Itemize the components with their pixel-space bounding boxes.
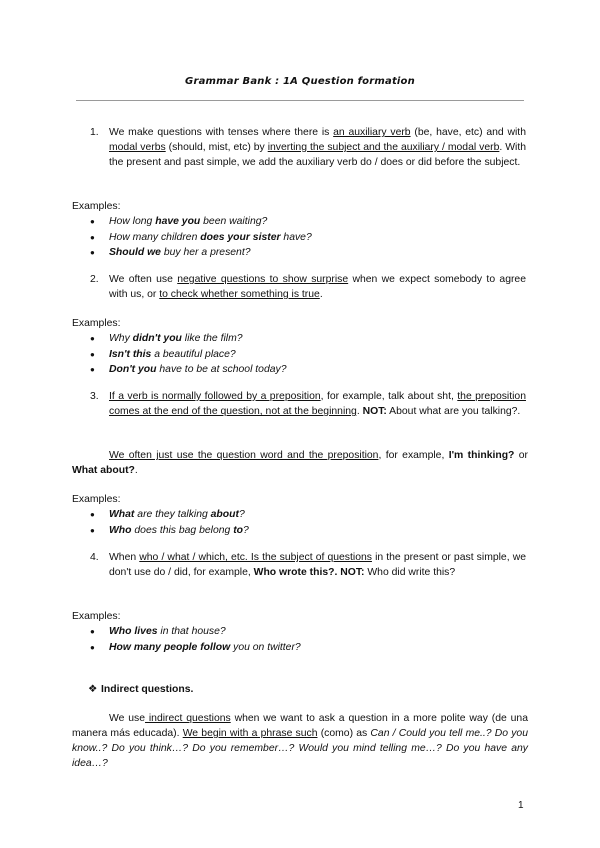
diamond-bullet-icon: ❖ [88,684,98,695]
examples-label-3: Examples: [72,494,121,505]
example-item: ● Isn't this a beautiful place? [90,347,286,363]
example-item: ● What are they talking about? [90,507,249,523]
indirect-questions-heading: ❖ Indirect questions. [88,684,194,695]
examples-list-4 [90,624,301,655]
example-item: ● How many children does your sister have? [90,230,312,246]
point-4-number: 4. [90,552,99,563]
point-2-number: 2. [90,274,99,285]
point-1-text: We make questions with tenses where there is an auxiliary verb (be, have, etc) and with modal verbs (should, mist, etc) by inverting the subject and the auxiliary / modal verb. With the present and past simple, we add the auxiliary verb do / does or did before the subject. [109,127,526,168]
examples-label-4: Examples: [72,611,121,622]
examples-list-3 [90,507,249,538]
example-item: ● Who lives in that house? [90,624,301,640]
point-4-text: When who / what / which, etc. Is the subject of questions in the present or past simple, we don't use do / did, for example, Who wrote this?. NOT: Who did write this? [109,552,526,578]
point-2-text: We often use negative questions to show surprise when we expect somebody to agree with us, or to check whether something is true. [109,274,526,300]
example-item: ● How long have you been waiting? [90,214,312,230]
title-divider [76,100,524,101]
examples-list-1 [90,214,312,261]
examples-list-2 [90,331,286,378]
indirect-questions-text: We use indirect questions when we want to ask a question in a more polite way (de una manera más educada). We begin with a phrase such (como) as Can / Could you tell me..? Do you know..? Do you think…? Do you remember…? Would you mind telling me…? Do you have any idea…? [72,713,528,769]
page-number: 1 [518,800,524,811]
point-3-text: If a verb is normally followed by a preposition, for example, talk about sht, the preposition comes at the end of the question, not at the beginning. NOT: About what are you talking?. [109,391,526,417]
point-3-note: We often just use the question word and the preposition, for example, I'm thinking? or What about?. [72,450,528,476]
example-item: ● Should we buy her a present? [90,245,312,261]
point-1-number: 1. [90,127,99,138]
examples-label-1: Examples: [72,201,121,212]
point-3-number: 3. [90,391,99,402]
example-item: ● Why didn't you like the film? [90,331,286,347]
example-item: ● How many people follow you on twitter? [90,640,301,656]
example-item: ● Who does this bag belong to? [90,523,249,539]
page-title: Grammar Bank : 1A Question formation [185,76,415,87]
examples-label-2: Examples: [72,318,121,329]
example-item: ● Don't you have to be at school today? [90,362,286,378]
